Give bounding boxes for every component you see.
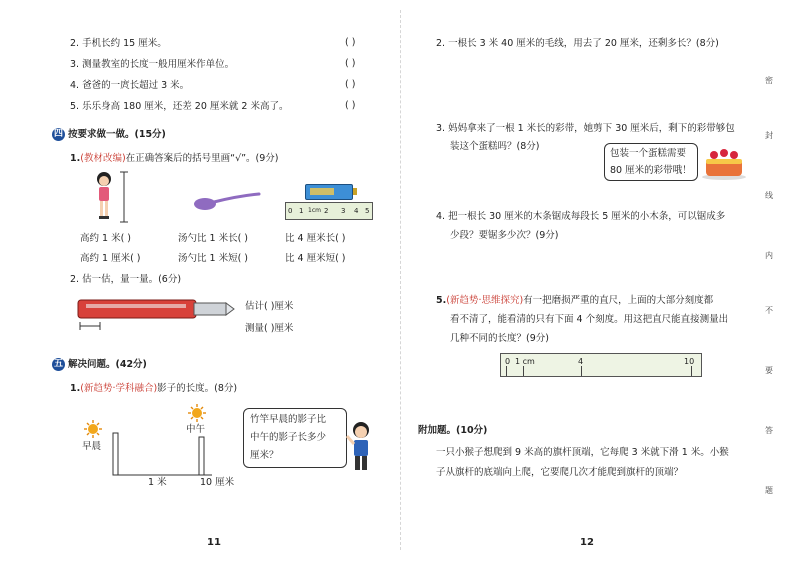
side-char: 封 [765,131,773,140]
shadow-length-label: 10 厘米 [200,477,235,488]
side-char: 要 [765,366,773,375]
spoon-option-1[interactable]: 汤勺比 1 米长( ) [178,233,249,244]
judge-paren-5[interactable]: ( ) [345,100,356,111]
cake-bubble-line: 包装一个蛋糕需要 [610,148,687,159]
battery-option-1[interactable]: 比 4 厘米长( ) [285,233,346,244]
ruler-label-10: 10 [684,357,695,366]
cake-illustration [700,143,748,181]
cake-bubble [604,143,698,181]
battery-ruler-label: 5 [365,207,370,215]
judge-item-2: 2. 手机长约 15 厘米。 [70,38,167,49]
section4-badge: 四 [53,129,63,139]
section5-q1 [70,382,237,395]
estimate-label[interactable]: 估计( )厘米 [245,301,294,312]
bubble-line: 中午的影子长多少 [250,432,327,443]
side-char: 密 [765,76,773,85]
ruler-tick [581,366,582,376]
ruler-tick [523,366,524,376]
section5-q1-text: 影子的长度。(8分) [157,383,238,394]
girl-option-1[interactable]: 高约 1 米( ) [80,233,132,244]
battery-ruler-label: 2 [324,207,329,215]
measure-label[interactable]: 测量( )厘米 [245,323,294,334]
section5-badge: 五 [53,359,63,369]
ruler-tick [506,366,507,376]
ruler-label-1: 1 cm [515,357,535,366]
right-q5-line2: 看不清了，能看清的只有下面 4 个刻度。用这把直尺能直接测量出 [450,314,729,325]
noon-label: 中午 [186,424,206,435]
side-char: 答 [765,426,773,435]
right-q4-line2: 少段？要锯多少次？(9分) [450,230,559,241]
spoon-option-2[interactable]: 汤勺比 1 米短( ) [178,253,249,264]
battery-icon [305,184,353,200]
worn-ruler [500,353,702,377]
right-q5-text: 有一把磨损严重的直尺，上面的大部分刻度都 [523,295,714,306]
spoon-illustration [193,190,263,212]
bubble-line: 厘米？ [250,450,279,461]
section4-title: 按要求做一做。(15分) [68,129,166,140]
side-char: 不 [765,306,773,315]
right-q4-line1: 4. 把一根长 30 厘米的木条锯成每段长 5 厘米的小木条，可以锯成多 [436,211,726,222]
battery-ruler-label: 1cm [308,207,321,214]
section5-q1-tag: (新趋势·学科融合) [80,383,158,394]
distance-label: 1 米 [148,477,167,488]
right-q3-line2: 装这个蛋糕吗？(8分) [450,141,540,152]
right-q5-tag: (新趋势·思维探究) [446,295,524,306]
battery-option-2[interactable]: 比 4 厘米短( ) [285,253,346,264]
right-q5-line3: 几种不同的长度？(9分) [450,333,549,344]
section4-q1-tag: (教材改编) [80,153,126,164]
battery-ruler-label: 3 [341,207,346,215]
battery-ruler-label: 4 [354,207,359,215]
battery-ruler [285,202,373,220]
shadow-question-bubble [243,408,347,468]
morning-label: 早晨 [82,441,102,452]
battery-ruler-group [285,182,375,222]
judge-item-3: 3. 测量教室的长度一般用厘米作单位。 [70,59,235,70]
section4-q2: 2. 估一估，量一量。(6分) [70,274,182,285]
side-char: 线 [765,191,773,200]
battery-ruler-label: 0 [288,207,293,215]
section5-q1-num: 1. [70,383,81,394]
page-number-right: 12 [580,537,594,548]
side-char: 题 [765,486,773,495]
judge-item-4: 4. 爸爸的一庹长超过 3 米。 [70,80,190,91]
section5-header [52,358,147,371]
page-number-left: 11 [207,537,221,548]
bubble-line: 竹竿早晨的影子比 [250,414,327,425]
section4-q1 [70,152,279,165]
judge-item-5: 5. 乐乐身高 180 厘米，还差 20 厘米就 2 米高了。 [70,101,289,112]
section5-title: 解决问题。(42分) [68,359,147,370]
ruler-label-0: 0 [505,357,511,366]
bonus-line2: 子从旗杆的底端向上爬，它要爬几次才能爬到旗杆的顶端？ [436,467,684,478]
section4-header [52,128,166,141]
right-q5-line1 [436,294,713,307]
side-char: 内 [765,251,773,260]
right-q3-line1: 3. 妈妈拿来了一根 1 米长的彩带，她剪下 30 厘米后，剩下的彩带够包 [436,123,735,134]
judge-paren-4[interactable]: ( ) [345,79,356,90]
ruler-label-4: 4 [578,357,584,366]
right-q5-num: 5. [436,295,447,306]
section4-q1-text: 在正确答案后的括号里画“√”。(9分) [125,153,279,164]
judge-paren-3[interactable]: ( ) [345,58,356,69]
sun-noon-icon [188,404,206,422]
bonus-line1: 一只小猴子想爬到 9 米高的旗杆顶端，它每爬 3 米就下滑 1 米。小猴 [436,447,729,458]
boy-illustration [344,420,378,474]
bonus-title: 附加题。(10分) [418,425,488,436]
girl-option-2[interactable]: 高约 1 厘米( ) [80,253,141,264]
section4-q1-num: 1. [70,153,81,164]
cake-bubble-line: 80 厘米的彩带哦！ [610,165,692,176]
girl-illustration [88,170,136,226]
battery-ruler-label: 1 [299,207,304,215]
utility-knife-illustration [76,292,236,332]
fold-divider [400,10,401,550]
ruler-tick [691,366,692,376]
right-q2: 2. 一根长 3 米 40 厘米的毛线，用去了 20 厘米，还剩多长？(8分) [436,38,719,49]
judge-paren-2[interactable]: ( ) [345,37,356,48]
